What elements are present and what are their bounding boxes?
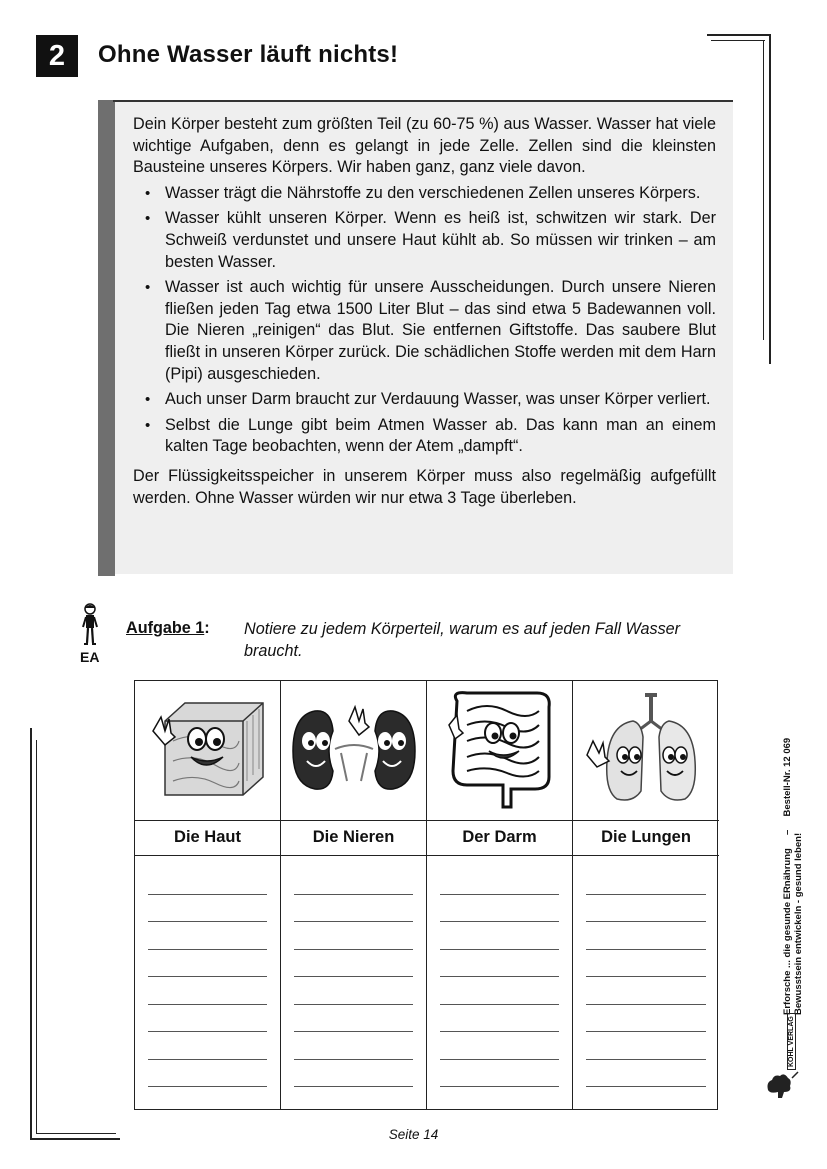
answer-line[interactable] <box>294 1086 413 1087</box>
chapter-number: 2 <box>36 35 78 77</box>
info-bullet: • Wasser trägt die Nährstoffe zu den verschiedenen Zellen unseres Körpers. <box>165 183 716 205</box>
column-header: Der Darm <box>427 820 572 856</box>
side-subtitle: Bewusstsein entwickeln - gesund leben! <box>793 832 804 1015</box>
child-figure-icon <box>80 603 100 647</box>
answer-line[interactable] <box>440 921 559 922</box>
info-box-bar <box>98 100 115 576</box>
page-number: Seite 14 <box>388 1127 439 1142</box>
intestine-character-icon <box>427 681 573 820</box>
side-publication-info <box>782 715 804 1015</box>
answer-line[interactable] <box>440 1031 559 1032</box>
answer-line[interactable] <box>148 894 267 895</box>
side-separator: – <box>782 829 793 835</box>
answer-line[interactable] <box>440 1086 559 1087</box>
answer-line[interactable] <box>586 921 706 922</box>
info-intro: Dein Körper besteht zum größten Teil (zu 60-75 %) aus Wasser. Wasser hat viele wichtige Aufgaben, denn es gelangt in jede Zelle. Zellen sind die kleinsten Bausteine unseres Körpers. Wir haben ganz, ganz viele davon. <box>133 115 716 177</box>
image-cell <box>427 681 572 821</box>
answer-line[interactable] <box>586 1059 706 1060</box>
publisher-logo-icon <box>762 1068 802 1102</box>
info-bullet: • Selbst die Lunge gibt beim Atmen Wasser ab. Das kann man an einem kalten Tage beobachten, wenn der Atem „dampft“. <box>165 415 716 458</box>
answer-line[interactable] <box>148 1004 267 1005</box>
info-box <box>115 102 733 574</box>
skin-character-icon <box>135 681 281 820</box>
answer-line[interactable] <box>440 949 559 950</box>
side-order-number: Bestell-Nr. 12 069 <box>782 737 793 817</box>
answer-line[interactable] <box>440 976 559 977</box>
answer-line[interactable] <box>586 894 706 895</box>
answer-line[interactable] <box>294 921 413 922</box>
image-cell <box>135 681 280 821</box>
info-bullet: • Wasser kühlt unseren Körper. Wenn es heiß ist, schwitzen wir stark. Der Schweiß verdunstet und unsere Haut kühlt ab. So müssen wir trinken – am besten Wasser. <box>165 208 716 273</box>
answer-line[interactable] <box>148 976 267 977</box>
answer-line[interactable] <box>586 949 706 950</box>
table-column-intestine <box>427 681 573 1109</box>
answer-line[interactable] <box>294 976 413 977</box>
table-column-kidneys <box>281 681 427 1109</box>
answer-line[interactable] <box>440 1059 559 1060</box>
publisher-name: KOHL VERLAG <box>787 1013 796 1070</box>
kidneys-character-icon <box>281 681 427 820</box>
column-header: Die Nieren <box>281 820 426 856</box>
answer-line[interactable] <box>294 949 413 950</box>
image-cell <box>281 681 426 821</box>
answer-line[interactable] <box>294 1031 413 1032</box>
info-bullet: • Auch unser Darm braucht zur Verdauung Wasser, was unser Körper verliert. <box>165 389 716 411</box>
frame-line <box>763 40 764 340</box>
work-form-label: EA <box>80 649 100 665</box>
answer-line[interactable] <box>586 1004 706 1005</box>
answer-line[interactable] <box>148 1059 267 1060</box>
image-cell <box>573 681 719 821</box>
answer-line[interactable] <box>586 1086 706 1087</box>
answer-line[interactable] <box>294 894 413 895</box>
answer-line[interactable] <box>148 949 267 950</box>
frame-line <box>30 728 32 1140</box>
answer-line[interactable] <box>440 1004 559 1005</box>
page-title: Ohne Wasser läuft nichts! <box>98 41 399 68</box>
frame-line <box>769 34 771 364</box>
answer-line[interactable] <box>148 1086 267 1087</box>
column-header: Die Haut <box>135 820 280 856</box>
answer-line[interactable] <box>586 1031 706 1032</box>
task-label: Aufgabe 1: <box>126 619 210 637</box>
table-column-skin <box>135 681 281 1109</box>
frame-line <box>36 740 37 1134</box>
answer-line[interactable] <box>148 1031 267 1032</box>
task-instruction: Notiere zu jedem Körperteil, warum es auf jeden Fall Wasser braucht. <box>244 620 681 660</box>
answer-line[interactable] <box>586 976 706 977</box>
frame-line <box>707 34 771 36</box>
frame-line <box>711 40 765 41</box>
info-bullet-list <box>133 183 716 458</box>
answer-line[interactable] <box>294 1004 413 1005</box>
worksheet-table <box>134 680 718 1110</box>
lungs-character-icon <box>573 681 719 820</box>
answer-line[interactable] <box>294 1059 413 1060</box>
side-series-title: Erforsche ... die gesunde ERnährung <box>782 848 793 1015</box>
info-outro: Der Flüssigkeitsspeicher in unserem Körper muss also regelmäßig aufgefüllt werden. Ohne Wasser würden wir nur etwa 3 Tage überleben. <box>133 466 716 507</box>
table-column-lungs <box>573 681 719 1109</box>
answer-line[interactable] <box>440 894 559 895</box>
answer-line[interactable] <box>148 921 267 922</box>
info-bullet: • Wasser ist auch wichtig für unsere Ausscheidungen. Durch unsere Nieren fließen jeden Tag etwa 1500 Liter Blut – das sind etwa 5 Badewannen voll. Die Nieren „reinigen“ das Blut. Sie entfernen Giftstoffe. Das saubere Blut fließt in unseren Körper zurück. Die schädlichen Stoffe werden mit dem Harn (Pipi) ausgeschieden. <box>165 277 716 385</box>
column-header: Die Lungen <box>573 820 719 856</box>
